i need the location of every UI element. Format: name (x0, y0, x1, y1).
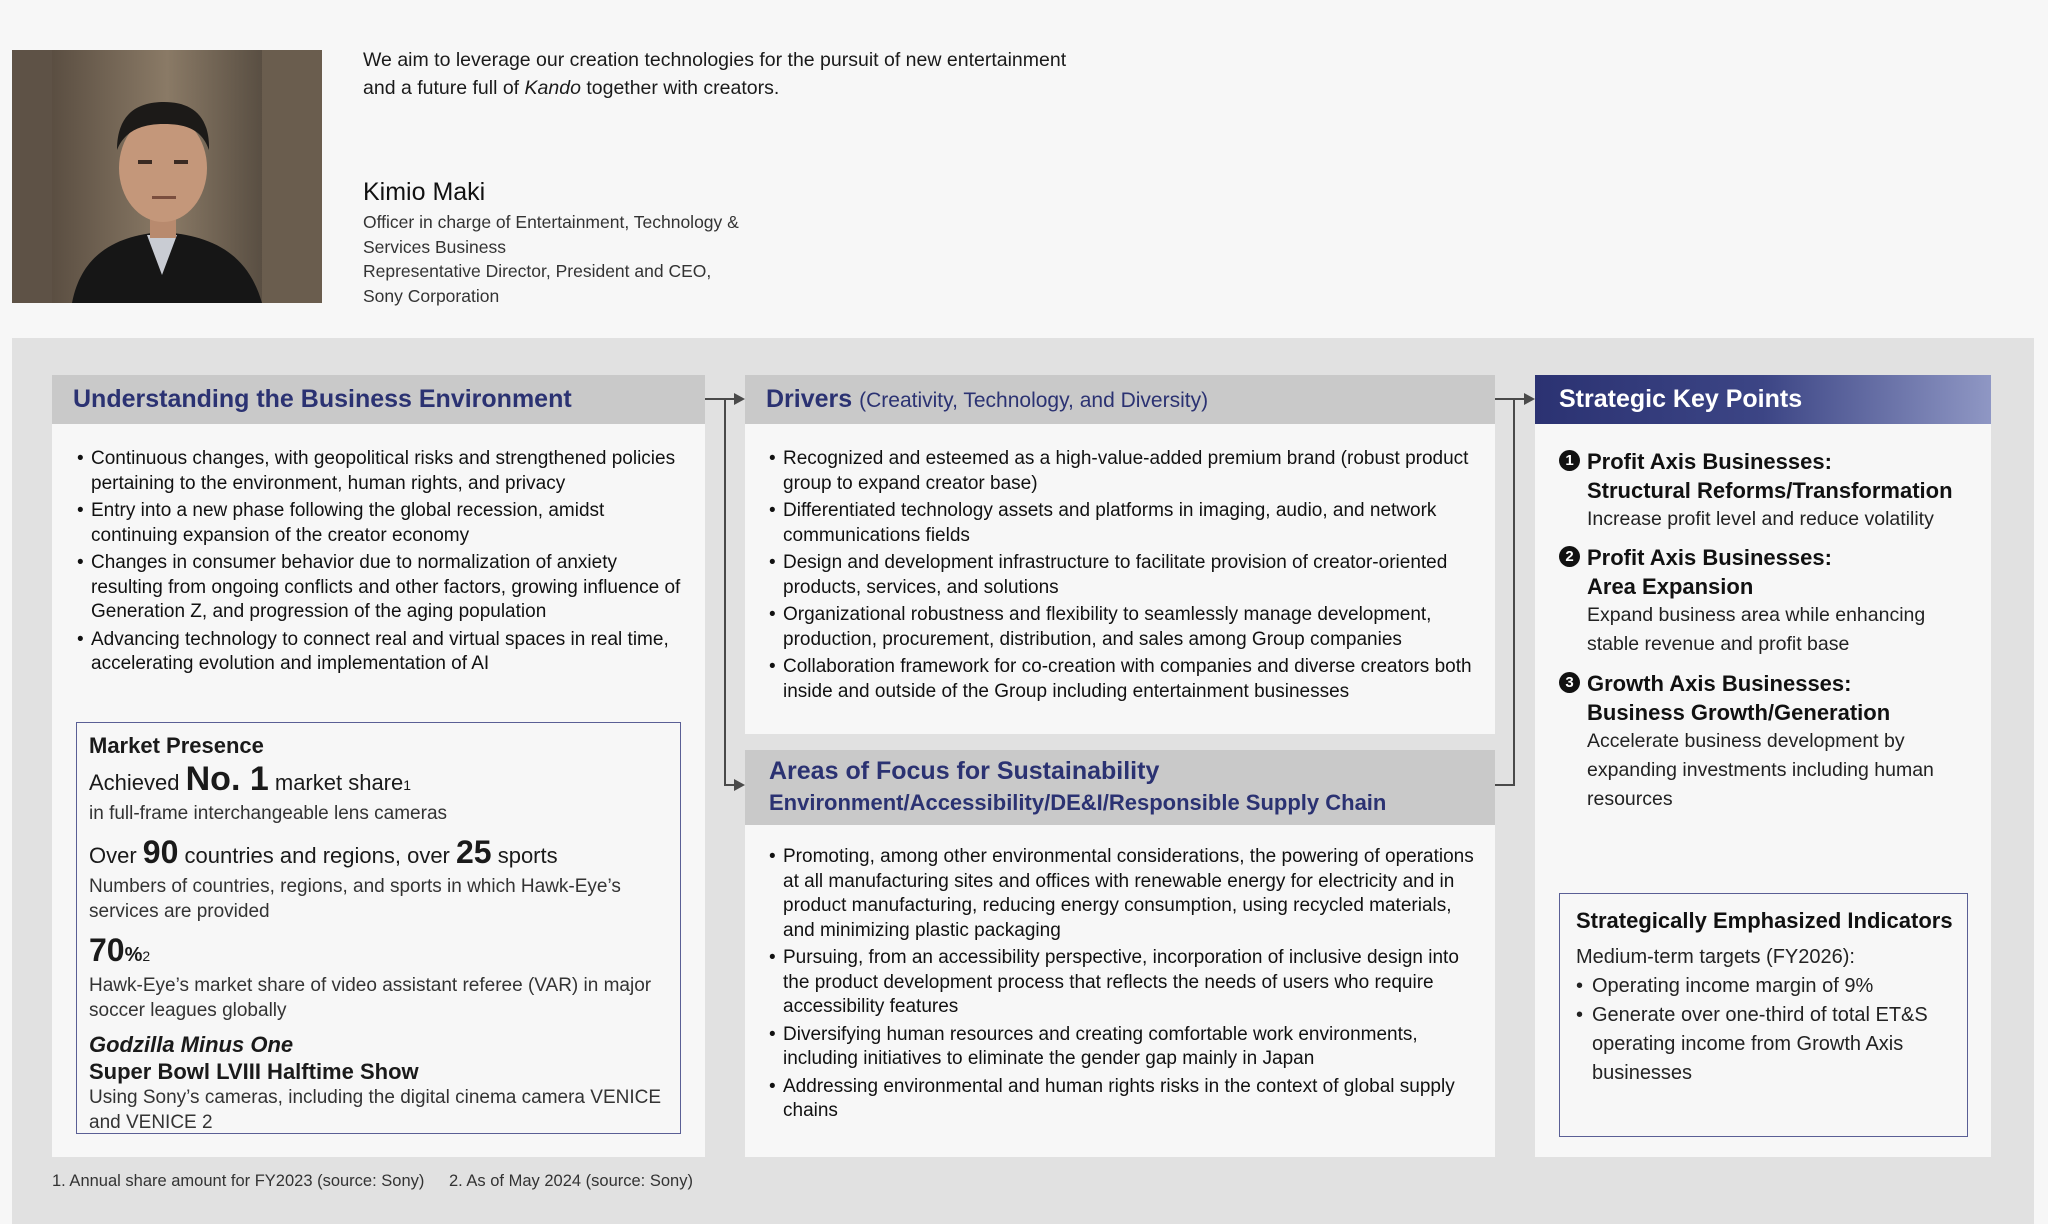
super-bowl-title: Super Bowl LVIII Halftime Show (89, 1059, 419, 1084)
emphasized-indicators-box (1559, 893, 1968, 1137)
var-share-headline: 70%$^2$ (89, 932, 151, 968)
sustainability-bullets (769, 845, 1479, 1127)
market-presence-title: Market Presence (89, 733, 264, 758)
number-badge-icon: 3 (1559, 672, 1580, 693)
list-item: • Addressing environmental and human rights risks in the context of global supply chains (769, 1075, 1479, 1124)
list-item: • Continuous changes, with geopolitical risks and strengthened policies pertaining to the environment, human rights, and privacy (77, 447, 687, 496)
footnote: 2. As of May 2024 (source: Sony) (448, 1172, 693, 1190)
arrowhead-icon (1524, 393, 1535, 405)
title-line: Services Business (363, 236, 506, 257)
sustainability-title: Areas of Focus for Sustainability (769, 757, 1160, 785)
drivers-title: Drivers (766, 385, 853, 413)
title-line: Sony Corporation (363, 285, 500, 306)
list-item: • Organizational robustness and flexibility to seamlessly manage development, production, procurement, distribution, and sales among Group companies (769, 603, 1479, 652)
strategic-key-points-panel (1535, 375, 1991, 1157)
list-item: • Generate over one-third of total ET&S operating income from Growth Axis businesses (1576, 1001, 1967, 1088)
market-share-desc: in full-frame interchangeable lens cameras (89, 803, 448, 824)
number-badge-icon: 1 (1559, 450, 1580, 471)
indicators-title: Strategically Emphasized Indicators (1576, 908, 1953, 933)
quote-text-1: We aim to leverage our creation technologies for the pursuit of new entertainment and a future full of (363, 49, 1067, 99)
connector-sustain-to-strategy (1495, 399, 1527, 785)
medium-term-label: Medium-term targets (FY2026): (1576, 946, 1855, 968)
footnotes (52, 1172, 713, 1191)
hawkeye-desc: Numbers of countries, regions, and sports in which Hawk-Eye’s services are provided (89, 876, 621, 922)
key-point: 2 Profit Axis Businesses: Area Expansion Expand business area while enhancing stable revenue and profit base (1559, 543, 1979, 659)
list-item: • Operating income margin of 9% (1576, 972, 1967, 1001)
sustainability-subtitle: Environment/Accessibility/DE&I/Responsible Supply Chain (769, 790, 1387, 815)
quote-kando: Kando (524, 77, 581, 99)
market-share-headline: Achieved No. 1 market share$^1$ (89, 760, 412, 798)
footnote: 1. Annual share amount for FY2023 (source: Sony) (52, 1172, 425, 1190)
business-environment-panel (52, 375, 705, 1157)
godzilla-title: Godzilla Minus One (89, 1032, 294, 1057)
list-item: • Recognized and esteemed as a high-value-added premium brand (robust product group to expand creator base) (769, 447, 1479, 496)
title-line: Officer in charge of Entertainment, Technology & (363, 212, 739, 232)
number-badge-icon: 2 (1559, 546, 1580, 567)
panel-heading (745, 750, 1495, 825)
drivers-bullets (769, 447, 1479, 707)
list-item: • Promoting, among other environmental considerations, the powering of operations at all manufacturing sites and offices with renewable energy for electricity and in product manufacturing, reducing energy consumption, using recycled materials, and minimizing plastic packaging (769, 845, 1479, 943)
panel-heading: Strategic Key Points (1535, 375, 1991, 424)
venice-desc: Using Sony’s cameras, including the digital cinema camera VENICE and VENICE 2 (89, 1087, 662, 1133)
title-line: Representative Director, President and CEO, (363, 261, 712, 281)
market-presence-box (76, 722, 681, 1134)
arrowhead-icon (734, 393, 745, 405)
drivers-panel (745, 375, 1495, 734)
list-item: • Design and development infrastructure to facilitate provision of creator-oriented products, services, and solutions (769, 551, 1479, 600)
list-item: • Collaboration framework for co-creation with companies and diverse creators both inside and outside of the Group including entertainment businesses (769, 655, 1479, 704)
list-item: • Advancing technology to connect real and virtual spaces in real time, accelerating evolution and implementation of AI (77, 628, 687, 677)
list-item: • Changes in consumer behavior due to normalization of anxiety resulting from ongoing conflicts and other factors, growing influence of Generation Z, and progression of the aging population (77, 551, 687, 625)
officer-name: Kimio Maki (363, 178, 486, 206)
list-item: • Differentiated technology assets and platforms in imaging, audio, and network communications fields (769, 499, 1479, 548)
key-point: 1 Profit Axis Businesses: Structural Reforms/Transformation Increase profit level and reduce volatility (1559, 447, 1979, 534)
list-item: • Diversifying human resources and creating comfortable work environments, including initiatives to eliminate the gender gap mainly in Japan (769, 1023, 1479, 1072)
list-item: • Pursuing, from an accessibility perspective, incorporation of inclusive design into the product development process that reflects the needs of users who require accessibility features (769, 946, 1479, 1020)
indicators-bullets (1576, 972, 1967, 1088)
var-share-desc: Hawk-Eye’s market share of video assistant referee (VAR) in major soccer leagues globally (89, 975, 652, 1021)
hawkeye-headline: Over 90 countries and regions, over 25 sports (89, 834, 558, 870)
drivers-subtitle: (Creativity, Technology, and Diversity) (859, 389, 1209, 412)
key-point: 3 Growth Axis Businesses: Business Growth/Generation Accelerate business development by expanding investments including human resources (1559, 669, 1979, 814)
list-item: • Entry into a new phase following the global recession, amidst continuing expansion of the creator economy (77, 499, 687, 548)
arrowhead-icon (734, 779, 745, 791)
sustainability-panel (745, 750, 1495, 1157)
environment-bullets (77, 447, 687, 680)
panel-heading (745, 375, 1495, 424)
connector-env-to-sustain (705, 399, 737, 785)
quote-text-2: together with creators. (580, 77, 780, 99)
panel-heading: Understanding the Business Environment (52, 375, 705, 424)
